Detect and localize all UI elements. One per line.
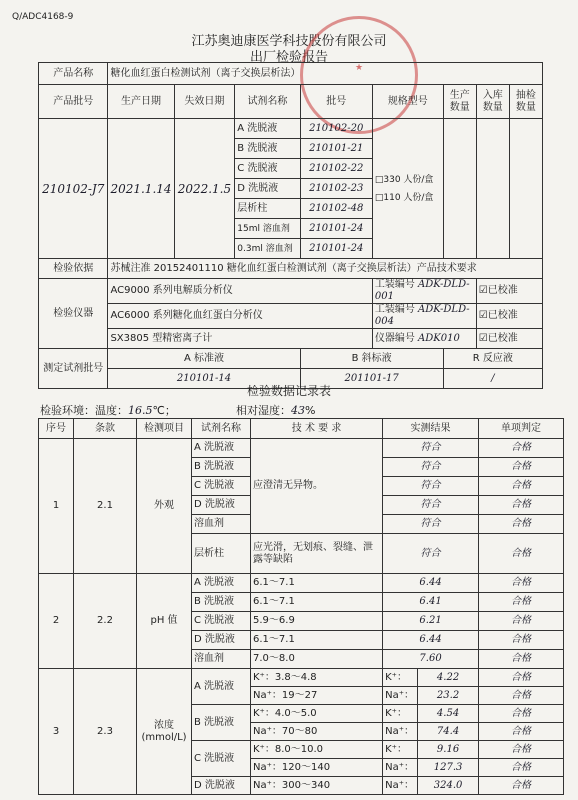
instrument-status: ☑已校准	[476, 329, 542, 349]
header-mfg-date: 生产日期	[108, 85, 174, 119]
row-requirement-na: Na⁺：120～140	[251, 759, 383, 777]
reagent-lot: 210102-23	[300, 179, 372, 199]
rec-header: 试剂名称	[192, 419, 251, 439]
instrument-code-label: 仪器编号	[374, 332, 415, 344]
row-requirement: 6.1～7.1	[251, 631, 383, 650]
row-no: 2	[39, 574, 74, 669]
instrument-code	[372, 279, 476, 304]
product-batch-value: 210102-J7	[39, 119, 108, 259]
mfg-date-value: 2021.1.14	[108, 119, 174, 259]
instrument-name: AC6000 系列糖化血红蛋白分析仪	[108, 304, 372, 329]
record-table	[38, 418, 564, 795]
spec-options	[372, 119, 443, 259]
instrument-code-label: 工装编号	[374, 279, 415, 290]
row-result: 6.44	[383, 631, 479, 650]
row-judge: 合格	[479, 723, 564, 741]
reagent-lot: 210101-24	[300, 219, 372, 239]
reagent-name: 15ml 溶血剂	[235, 219, 300, 239]
row-requirement-na: Na⁺：300～340	[251, 777, 383, 795]
row-result: 6.41	[383, 593, 479, 612]
instrument-code	[372, 304, 476, 329]
row-requirement: 7.0～8.0	[251, 650, 383, 669]
row-reagent: A 洗脱液	[192, 439, 251, 458]
row-item: 浓度(mmol/L)	[137, 669, 192, 795]
rec-header: 条款	[74, 419, 137, 439]
row-requirement: 应澄清无异物。	[251, 439, 383, 534]
reagent-name: D 洗脱液	[235, 179, 300, 199]
reagent-name: 层析柱	[235, 199, 300, 219]
reagent-name: B 洗脱液	[235, 139, 300, 159]
instrument-code-value: ADK-DLD-004	[374, 304, 470, 327]
row-requirement-k: K⁺：3.8～4.8	[251, 669, 383, 687]
test-reagent-name: R 反应液	[443, 349, 542, 369]
row-clause: 2.2	[74, 574, 137, 669]
row-requirement-k: K⁺：4.0～5.0	[251, 705, 383, 723]
test-reagent-lot: 201101-17	[300, 369, 443, 389]
row-requirement-na: Na⁺：70～80	[251, 723, 383, 741]
product-name-label: 产品名称	[39, 63, 108, 85]
na-label: Na⁺：	[383, 687, 418, 705]
test-reagent-label: 测定试剂批号	[39, 349, 108, 389]
instrument-code-label: 工装编号	[374, 304, 415, 315]
prod-qty-value	[443, 119, 476, 259]
spec-option: □110 人份/盒	[374, 192, 434, 203]
row-judge: 合格	[479, 477, 564, 496]
env-temp-unit: ℃；	[152, 404, 176, 417]
header-stock-qty: 入库数量	[476, 85, 509, 119]
k-label: K⁺：	[383, 741, 418, 759]
header-spec: 规格型号	[372, 85, 443, 119]
instruments-label: 检验仪器	[39, 279, 108, 349]
row-requirement: 应光滑，无划痕、裂缝、泄露等缺陷	[251, 534, 383, 574]
instrument-code-value: ADK-DLD-001	[374, 279, 470, 302]
row-no: 3	[39, 669, 74, 795]
header-exp-date: 失效日期	[174, 85, 235, 119]
row-reagent: A 洗脱液	[192, 574, 251, 593]
row-reagent: A 洗脱液	[192, 669, 251, 705]
row-reagent: 溶血剂	[192, 515, 251, 534]
row-result: 符合	[383, 515, 479, 534]
row-result-na: 324.0	[418, 777, 479, 795]
instrument-status: ☑已校准	[476, 304, 542, 329]
environment-temp	[40, 402, 176, 418]
row-judge: 合格	[479, 631, 564, 650]
row-judge: 合格	[479, 705, 564, 723]
reagent-lot: 210101-21	[300, 139, 372, 159]
product-name-value: 糖化血红蛋白检测试剂（离子交换层析法）	[108, 63, 543, 85]
reagent-lot: 210101-24	[300, 239, 372, 259]
row-result: 6.44	[383, 574, 479, 593]
test-reagent-lot: /	[443, 369, 542, 389]
basis-value: 苏械注准 20152401110 糖化血红蛋白检测试剂（离子交换层析法）产品技术要求	[108, 259, 543, 279]
row-judge: 合格	[479, 593, 564, 612]
environment-rh	[236, 402, 315, 418]
row-clause: 2.1	[74, 439, 137, 574]
row-result-k: 4.54	[418, 705, 479, 723]
reagent-name: 0.3ml 溶血剂	[235, 239, 300, 259]
row-reagent: D 洗脱液	[192, 496, 251, 515]
row-reagent: B 洗脱液	[192, 705, 251, 741]
row-reagent: C 洗脱液	[192, 612, 251, 631]
row-judge: 合格	[479, 612, 564, 631]
row-judge: 合格	[479, 777, 564, 795]
row-requirement: 6.1～7.1	[251, 574, 383, 593]
na-label: Na⁺：	[383, 723, 418, 741]
row-result: 7.60	[383, 650, 479, 669]
product-info-table	[38, 62, 543, 389]
row-judge: 合格	[479, 574, 564, 593]
sample-qty-value	[509, 119, 542, 259]
row-judge: 合格	[479, 439, 564, 458]
row-judge: 合格	[479, 759, 564, 777]
instrument-code	[372, 329, 476, 349]
header-sample-qty: 抽检数量	[509, 85, 542, 119]
row-reagent: D 洗脱液	[192, 631, 251, 650]
row-judge: 合格	[479, 741, 564, 759]
row-result: 符合	[383, 496, 479, 515]
row-item: pH 值	[137, 574, 192, 669]
test-reagent-name: A 标准液	[108, 349, 300, 369]
rec-header: 检测项目	[137, 419, 192, 439]
record-title: 检验数据记录表	[246, 384, 331, 398]
header-batch: 产品批号	[39, 85, 108, 119]
rec-header: 序号	[39, 419, 74, 439]
reagent-lot: 210102-48	[300, 199, 372, 219]
row-result: 6.21	[383, 612, 479, 631]
basis-label: 检验依据	[39, 259, 108, 279]
header-lot: 批号	[300, 85, 372, 119]
reagent-name: C 洗脱液	[235, 159, 300, 179]
row-result-k: 9.16	[418, 741, 479, 759]
row-judge: 合格	[479, 669, 564, 687]
row-requirement-k: K⁺：8.0～10.0	[251, 741, 383, 759]
row-result: 符合	[383, 477, 479, 496]
rec-header: 实测结果	[383, 419, 479, 439]
row-judge: 合格	[479, 687, 564, 705]
rec-header: 技 术 要 求	[251, 419, 383, 439]
rec-header: 单项判定	[479, 419, 564, 439]
row-requirement: 5.9～6.9	[251, 612, 383, 631]
row-no: 1	[39, 439, 74, 574]
row-reagent: 层析柱	[192, 534, 251, 574]
row-reagent: B 洗脱液	[192, 458, 251, 477]
instrument-status: ☑已校准	[476, 279, 542, 304]
spec-option: □330 人份/盒	[374, 174, 434, 185]
stock-qty-value	[476, 119, 509, 259]
row-reagent: C 洗脱液	[192, 741, 251, 777]
header-prod-qty: 生产数量	[443, 85, 476, 119]
test-reagent-name: B 斜标液	[300, 349, 443, 369]
report-title: 出厂检验报告	[249, 50, 328, 65]
na-label: Na⁺：	[383, 759, 418, 777]
row-judge: 合格	[479, 650, 564, 669]
stamp-text: ★	[354, 63, 364, 73]
row-result: 符合	[383, 534, 479, 574]
env-label: 检验环境：温度：	[40, 404, 128, 417]
row-result: 符合	[383, 439, 479, 458]
env-rh-label: 相对湿度：	[236, 404, 291, 417]
k-label: K⁺：	[383, 705, 418, 723]
env-temp-value: 16.5	[128, 404, 153, 417]
row-clause: 2.3	[74, 669, 137, 795]
env-rh-unit: %	[305, 404, 316, 417]
row-reagent: D 洗脱液	[192, 777, 251, 795]
row-judge: 合格	[479, 496, 564, 515]
row-requirement: 6.1～7.1	[251, 593, 383, 612]
row-reagent: B 洗脱液	[192, 593, 251, 612]
test-reagent-lot: 210101-14	[108, 369, 300, 389]
k-label: K⁺：	[383, 669, 418, 687]
instrument-code-value: ADK010	[418, 332, 460, 344]
row-item: 外观	[137, 439, 192, 574]
instrument-name: AC9000 系列电解质分析仪	[108, 279, 372, 304]
reagent-lot: 210102-20	[300, 119, 372, 139]
instrument-name: SX3805 型精密离子计	[108, 329, 372, 349]
row-judge: 合格	[479, 458, 564, 477]
reagent-name: A 洗脱液	[235, 119, 300, 139]
row-reagent: C 洗脱液	[192, 477, 251, 496]
company-name: 江苏奥迪康医学科技股份有限公司	[191, 34, 387, 49]
row-result-na: 127.3	[418, 759, 479, 777]
row-result: 符合	[383, 458, 479, 477]
na-label: Na⁺：	[383, 777, 418, 795]
exp-date-value: 2022.1.5	[174, 119, 235, 259]
document-number: Q/ADC4168-9	[12, 12, 74, 22]
row-result-k: 4.22	[418, 669, 479, 687]
header-reagent: 试剂名称	[235, 85, 300, 119]
reagent-lot: 210102-22	[300, 159, 372, 179]
row-requirement-na: Na⁺：19～27	[251, 687, 383, 705]
row-judge: 合格	[479, 534, 564, 574]
row-result-na: 23.2	[418, 687, 479, 705]
row-judge: 合格	[479, 515, 564, 534]
env-rh-value: 43	[291, 404, 305, 417]
row-reagent: 溶血剂	[192, 650, 251, 669]
row-result-na: 74.4	[418, 723, 479, 741]
